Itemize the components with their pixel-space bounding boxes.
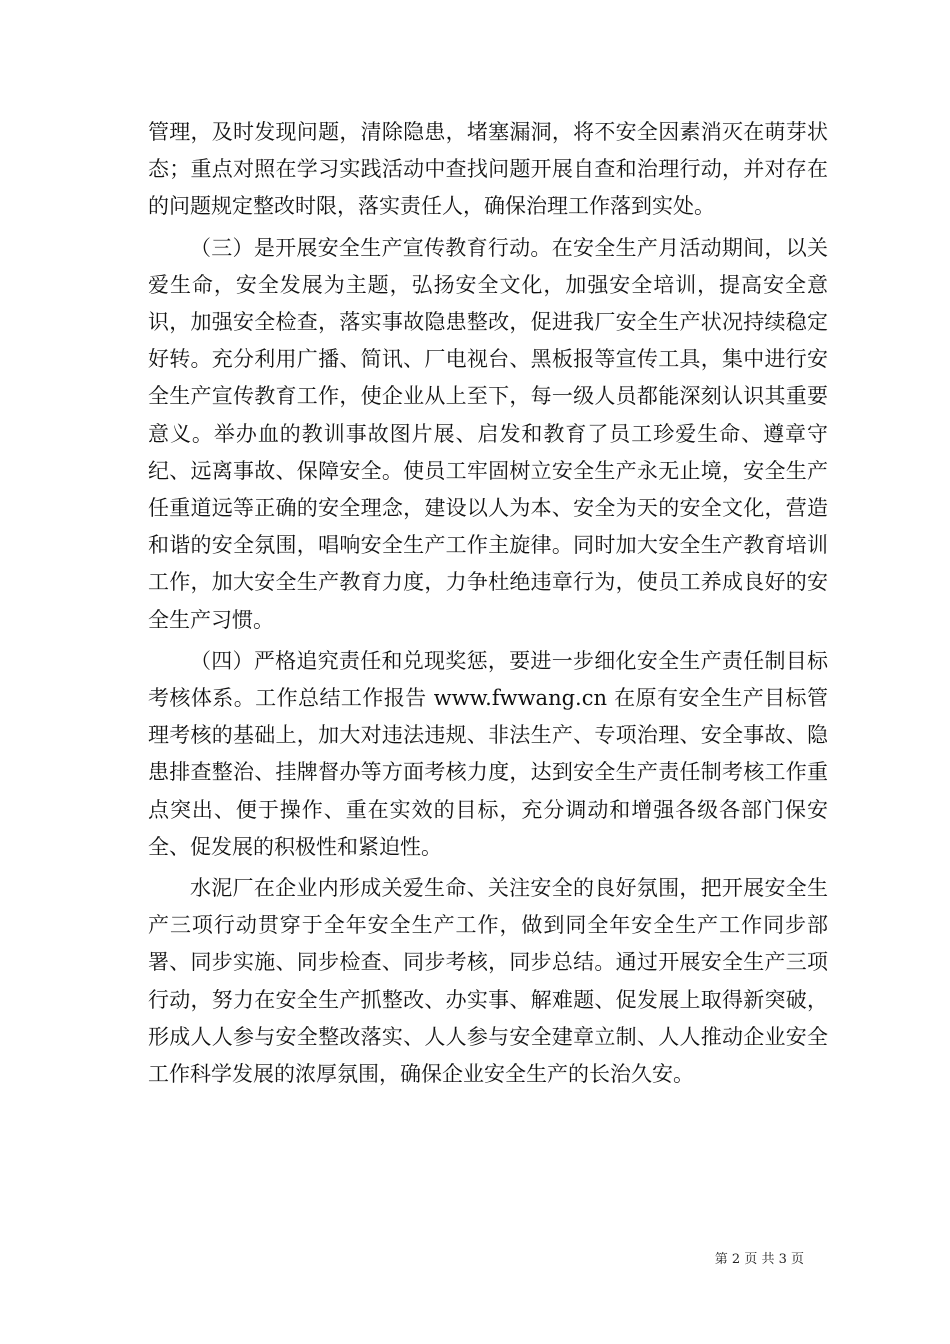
page-number-footer: 第 2 页 共 3 页 <box>714 1252 804 1267</box>
paragraph-conclusion: 水泥厂在企业内形成关爱生命、关注安全的良好氛围，把开展安全生产三项行动贯穿于全年安全生产工作，做到同全年安全生产工作同步部署、同步实施、同步检查、同步考核，同步总结。通过开展安全生产三项行动，努力在安全生产抓整改、办实事、解难题、促发展上取得新突破，形成人人参与安全整改落实、人人参与安全建章立制、人人推动企业安全工作科学发展的浓厚氛围，确保企业安全生产的长治久安。 <box>148 876 828 1087</box>
paragraph-section-three: （三）是开展安全生产宣传教育行动。在安全生产月活动期间，以关爱生命，安全发展为主题，弘扬安全文化，加强安全培训，提高安全意识，加强安全检查，落实事故隐患整改，促进我厂安全生产状况持续稳定好转。充分利用广播、简讯、厂电视台、黑板报等宣传工具，集中进行安全生产宣传教育工作，使企业从上至下，每一级人员都能深刻认识其重要意义。举办血的教训事故图片展、启发和教育了员工珍爱生命、遵章守纪、远离事故、保障安全。使员工牢固树立安全生产永无止境，安全生产任重道远等正确的安全理念，建设以人为本、安全为天的安全文化，营造和谐的安全氛围，唱响安全生产工作主旋律。同时加大安全生产教育培训工作，加大安全生产教育力度，力争杜绝违章行为，使员工养成良好的安全生产习惯。 <box>148 235 828 632</box>
document-body <box>148 114 828 1093</box>
paragraph-continuation: 管理，及时发现问题，清除隐患，堵塞漏洞，将不安全因素消灭在萌芽状态；重点对照在学习实践活动中查找问题开展自查和治理行动，并对存在的问题规定整改时限，落实责任人，确保治理工作落到实处。 <box>148 120 828 219</box>
paragraph-section-four: （四）严格追究责任和兑现奖惩，要进一步细化安全生产责任制目标考核体系。工作总结工作报告 www.fwwang.cn 在原有安全生产目标管理考核的基础上，加大对违法违规、非法生产、专项治理、安全事故、隐患排查整治、挂牌督办等方面考核力度，达到安全生产责任制考核工作重点突出、便于操作、重在实效的目标，充分调动和增强各级各部门保安全、促发展的积极性和紧迫性。 <box>148 648 828 859</box>
